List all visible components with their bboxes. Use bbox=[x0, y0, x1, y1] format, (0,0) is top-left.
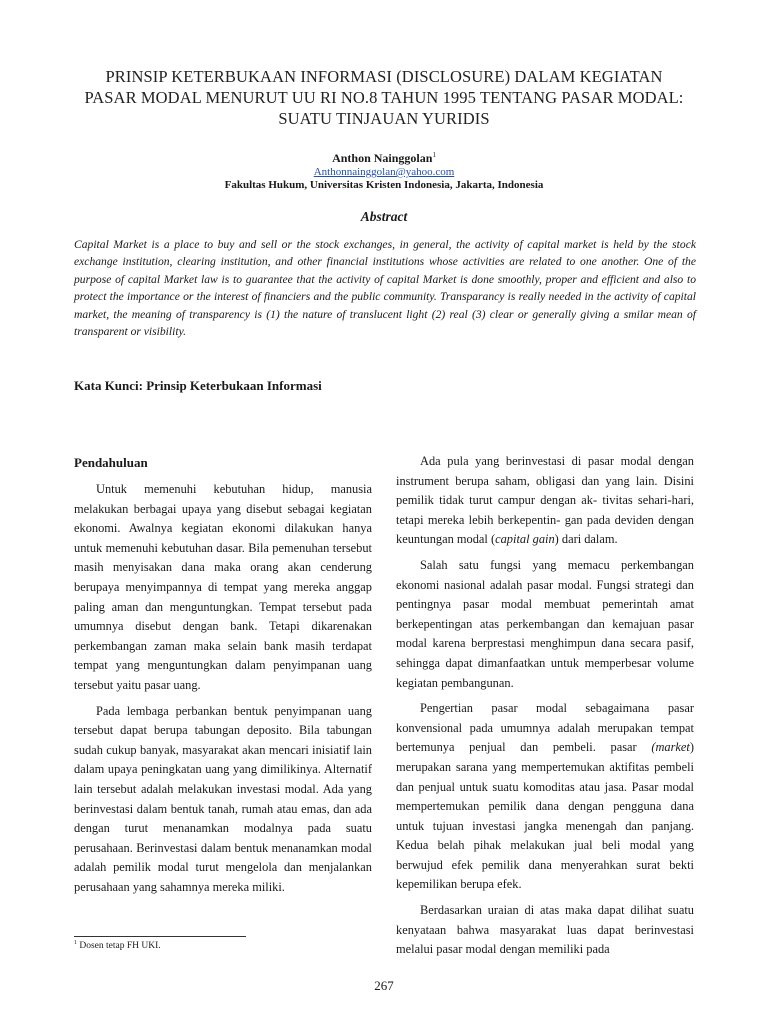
section-heading-pendahuluan: Pendahuluan bbox=[74, 455, 148, 470]
author-affiliation: Fakultas Hukum, Universitas Kristen Indonesia, Jakarta, Indonesia bbox=[224, 179, 544, 191]
page-number: 267 bbox=[374, 978, 394, 993]
title-line-3: SUATU TINJAUAN YURIDIS bbox=[278, 109, 490, 128]
right-column bbox=[396, 452, 694, 960]
author-name-text: Anthon Nainggolan bbox=[332, 151, 433, 165]
paragraph-text: ) dari dalam. bbox=[554, 532, 618, 547]
paper-title bbox=[60, 66, 708, 129]
footnote-mark: 1 bbox=[74, 940, 77, 946]
abstract-heading: Abstract bbox=[360, 209, 408, 224]
paragraph-text: ) merupakan sarana yang mempertemukan aktifitas pembeli dan penjual untuk suatu komoditas atau jasa. Pasar modal mempertemukan pemilik dana dengan pengguna dana untuk tujuan investasi jangka menengah dan panjang. Kedua belah pihak melakukan jual beli modal yang berwujud efek pemilik dana menyerahkan surat bekti kepemilikan berupa efek. bbox=[396, 740, 694, 892]
paragraph bbox=[396, 699, 694, 895]
italic-term: capital gain bbox=[495, 532, 555, 547]
author-name bbox=[0, 151, 768, 166]
title-line-2: PASAR MODAL MENURUT UU RI NO.8 TAHUN 1995 TENTANG PASAR MODAL: bbox=[84, 88, 684, 107]
footnote-text: Dosen tetap FH UKI. bbox=[79, 941, 161, 952]
paragraph-text: Ada pula yang berinvestasi di pasar modal dengan instrument berupa saham, obligasi dan yang lain. Disini pemilik tidak turut campur dengan ak- tivitas sehari-hari, tetapi mereka lebih berkepentin- gan pada deviden dengan keuntungan modal ( bbox=[396, 454, 694, 547]
author-email-link[interactable]: Anthonnainggolan@yahoo.com bbox=[313, 166, 455, 178]
paragraph: Salah satu fungsi yang memacu perkembangan ekonomi nasional adalah pasar modal. Fungsi strategi dan pentingnya pasar modal membuat pemerintah amat berkepentingan atas perkembangan dan kemajuan pasar modal karena berprestasi menghimpun dana secara pasif, sehingga dapat dimanfaatkan untuk memperbesar volume kegiatan pembangunan. bbox=[396, 557, 694, 690]
paragraph bbox=[396, 452, 694, 550]
paragraph: Untuk memenuhi kebutuhan hidup, manusia melakukan berbagai upaya yang disebut sebagai kegiatan ekonomi. Awalnya kegiatan ekonomi dilakukan hanya untuk memenuhi kebutuhan dasar. Bila pemenuhan tersebut masih menyisakan dana maka orang akan cenderung berupaya menyimpannya di tempat yang mereka anggap paling aman dan menguntungkan. Tempat tersebut pada umumnya disebut dengan bank. Tetapi dikarenakan perkembangan zaman maka selain bank masih terdapat tempat yang menguntungkan dalam penyimpanan uang tersebut yaitu pasar uang. bbox=[74, 482, 372, 692]
paragraph: Berdasarkan uraian di atas maka dapat dilihat suatu kenyataan bahwa masyarakat luas dapat berinvestasi melalui pasar modal dengan memiliki pada bbox=[396, 903, 694, 957]
abstract-text: Capital Market is a place to buy and sell or the stock exchanges, in general, the activity of capital market is held by the stock exchange institution, clearing institution, and other financial institutions whose activities are related to one another. One of the purpose of capital Market law is to guarantee that the activity of capital Market is done smoothly, proper and efficient and also to protect the importance or the interest of financiers and the public community. Transparancy is really needed in the activity of capital market, the meaning of transparency is (1) the nature of translucent light (2) real (3) clear or generally giving a smilar mean of transparent or visibility. bbox=[74, 238, 696, 339]
footnote bbox=[74, 940, 374, 951]
paragraph-text: Pengertian pasar modal sebagaimana pasar konvensional pada umumnya adalah merupakan tempat bertemunya penjual dan pembeli. pasar bbox=[396, 701, 694, 755]
paragraph: Pada lembaga perbankan bentuk penyimpanan uang tersebut dapat berupa tabungan deposito. Bila tabungan sudah cukup banyak, masyarakat akan mencari inisiatif lain dalam upaya peningkatan uang yang dimilikinya. Alternatif lain tersebut adalah melakukan investasi modal. Ada yang berinvestasi dalam bentuk tanah, rumah atau emas, dan ada dengan turut menanamkan modalnya pada suatu perusahaan. Berinvestasi dalam bentuk menanamkan modal adalah pemilik modal turut mengelola dan menjalankan perusahaan yang sahamnya mereka miliki. bbox=[74, 703, 372, 894]
keywords: Kata Kunci: Prinsip Keterbukaan Informasi bbox=[74, 378, 322, 393]
footnote-divider bbox=[74, 936, 246, 937]
author-footnote-mark: 1 bbox=[432, 151, 436, 159]
left-column bbox=[74, 452, 372, 897]
title-line-1: PRINSIP KETERBUKAAN INFORMASI (DISCLOSURE) DALAM KEGIATAN bbox=[105, 67, 663, 86]
italic-term: (market bbox=[651, 740, 690, 755]
